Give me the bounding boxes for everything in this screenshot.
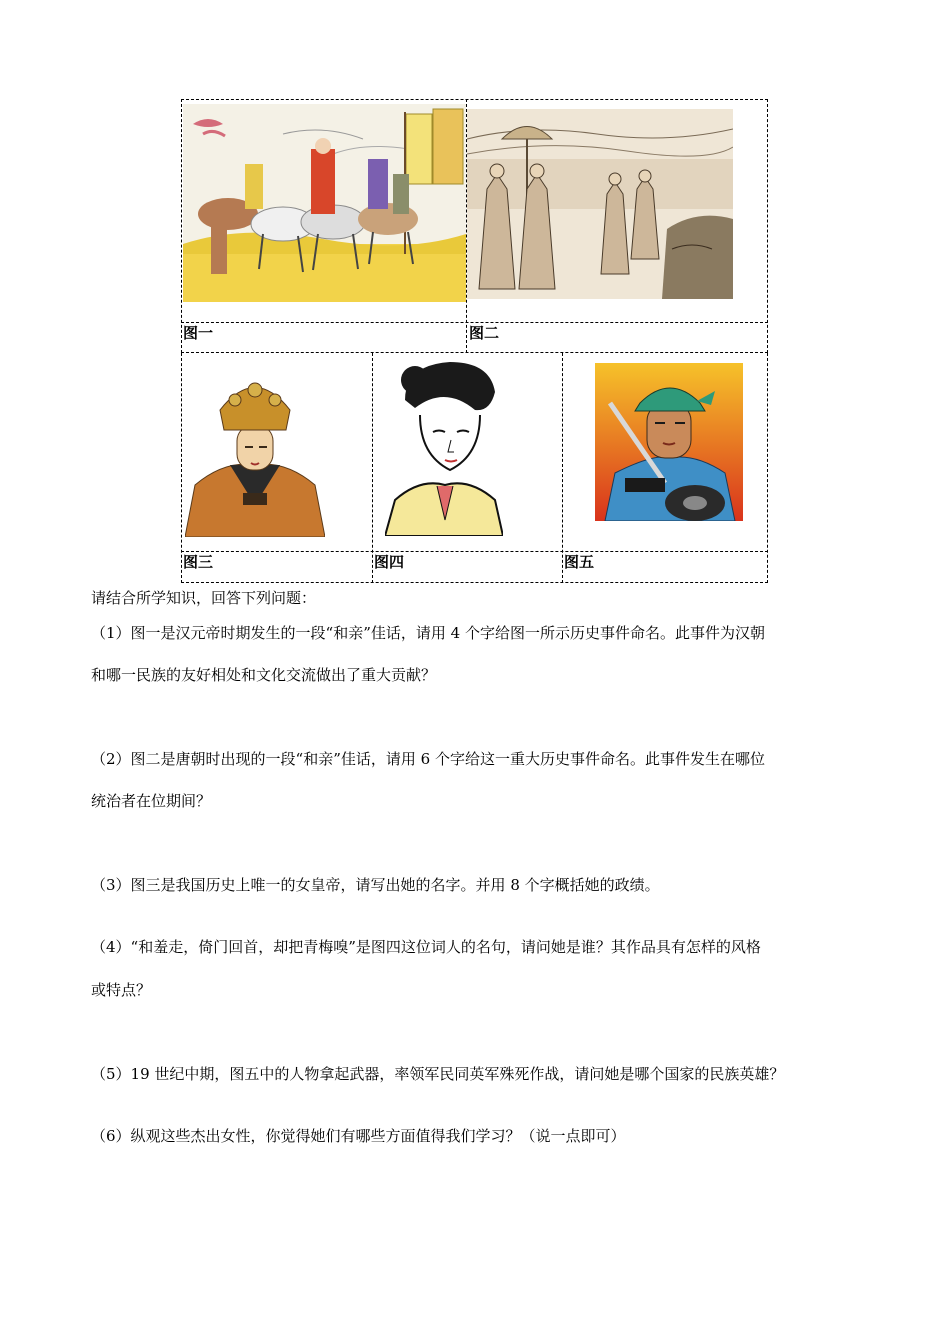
figure-3-image	[185, 365, 325, 537]
instructions: 请结合所学知识，回答下列问题：	[91, 589, 317, 607]
figure-5-caption: 图五	[564, 553, 595, 571]
figure-2-caption: 图二	[469, 324, 500, 342]
question-4-line-1: （4）“和羞走，倚门回首，却把青梅嗅”是图四这位词人的名句，请问她是谁？其作品具有怎样的风格	[91, 938, 761, 956]
question-5-line-1: （5）19 世纪中期，图五中的人物拿起武器，率领军民同英军殊死作战，请问她是哪个国家的民族英雄？	[91, 1065, 785, 1083]
question-2-line-1: （2）图二是唐朝时出现的一段“和亲”佳话，请用 6 个字给这一重大历史事件命名。此事件发生在哪位	[91, 750, 765, 768]
figure-3-caption: 图三	[183, 553, 214, 571]
question-6-line-1: （6）纵观这些杰出女性，你觉得她们有哪些方面值得我们学习？（说一点即可）	[91, 1127, 626, 1145]
question-1-line-2: 和哪一民族的友好相处和文化交流做出了重大贡献？	[91, 666, 437, 684]
question-1-line-1: （1）图一是汉元帝时期发生的一段“和亲”佳话，请用 4 个字给图一所示历史事件命名。此事件为汉朝	[91, 624, 765, 642]
figure-5-image	[595, 363, 743, 521]
figure-4-image	[385, 360, 503, 536]
question-3-line-1: （3）图三是我国历史上唯一的女皇帝，请写出她的名字。并用 8 个字概括她的政绩。	[91, 876, 660, 894]
divider	[181, 322, 768, 323]
figure-1-image	[183, 104, 466, 302]
figure-4-caption: 图四	[374, 553, 405, 571]
divider	[562, 353, 563, 583]
figure-2-image	[467, 109, 733, 299]
divider	[181, 551, 768, 552]
question-4-line-2: 或特点？	[91, 981, 152, 999]
divider	[372, 353, 373, 583]
question-2-line-2: 统治者在位期间？	[91, 792, 212, 810]
figure-1-caption: 图一	[183, 324, 214, 342]
